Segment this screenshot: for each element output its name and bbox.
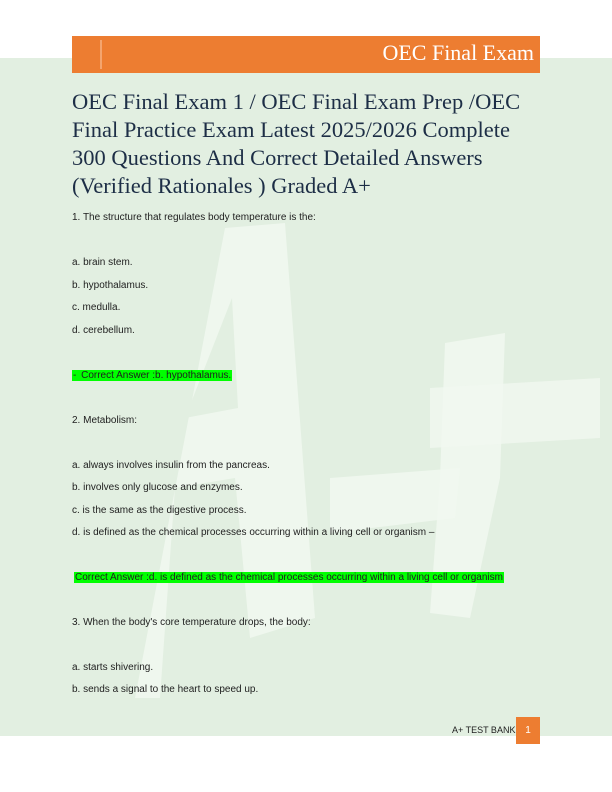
q2-option-d: d. is defined as the chemical processes occurring within a living cell or organism –	[72, 527, 435, 538]
q1-answer-line	[72, 370, 232, 381]
q3-option-b: b. sends a signal to the heart to speed up.	[72, 684, 259, 695]
page-number: 1	[516, 717, 540, 744]
q2-option-b: b. involves only glucose and enzymes.	[72, 482, 243, 493]
q1-correct-answer: Correct Answer :b. hypothalamus.	[81, 370, 232, 381]
footer-label: A+ TEST BANK	[452, 725, 516, 735]
q2-answer-line	[74, 572, 504, 583]
q1-option-d: d. cerebellum.	[72, 325, 135, 336]
q2-option-c: c. is the same as the digestive process.	[72, 505, 247, 516]
q3-option-a: a. starts shivering.	[72, 662, 154, 673]
header-divider	[100, 40, 102, 69]
q1-option-a: a. brain stem.	[72, 257, 133, 268]
question-1: 1. The structure that regulates body temperature is the:	[72, 212, 316, 223]
header-band	[72, 36, 540, 73]
q1-option-b: b. hypothalamus.	[72, 280, 149, 291]
document-title: OEC Final Exam 1 / OEC Final Exam Prep /OEC Final Practice Exam Latest 2025/2026 Complete 300 Questions And Correct Detailed Answers (Verified Rationales ) Graded A+	[72, 89, 521, 198]
q1-option-c: c. medulla.	[72, 302, 121, 313]
q2-correct-answer: Correct Answer :d. is defined as the chemical processes occurring within a living cell or organism	[75, 572, 503, 583]
header-title: OEC Final Exam	[382, 40, 534, 65]
question-3: 3. When the body's core temperature drops, the body:	[72, 617, 311, 628]
q1-answer-prefix: -	[73, 370, 80, 381]
question-2: 2. Metabolism:	[72, 415, 138, 426]
q2-option-a: a. always involves insulin from the pancreas.	[72, 460, 270, 471]
